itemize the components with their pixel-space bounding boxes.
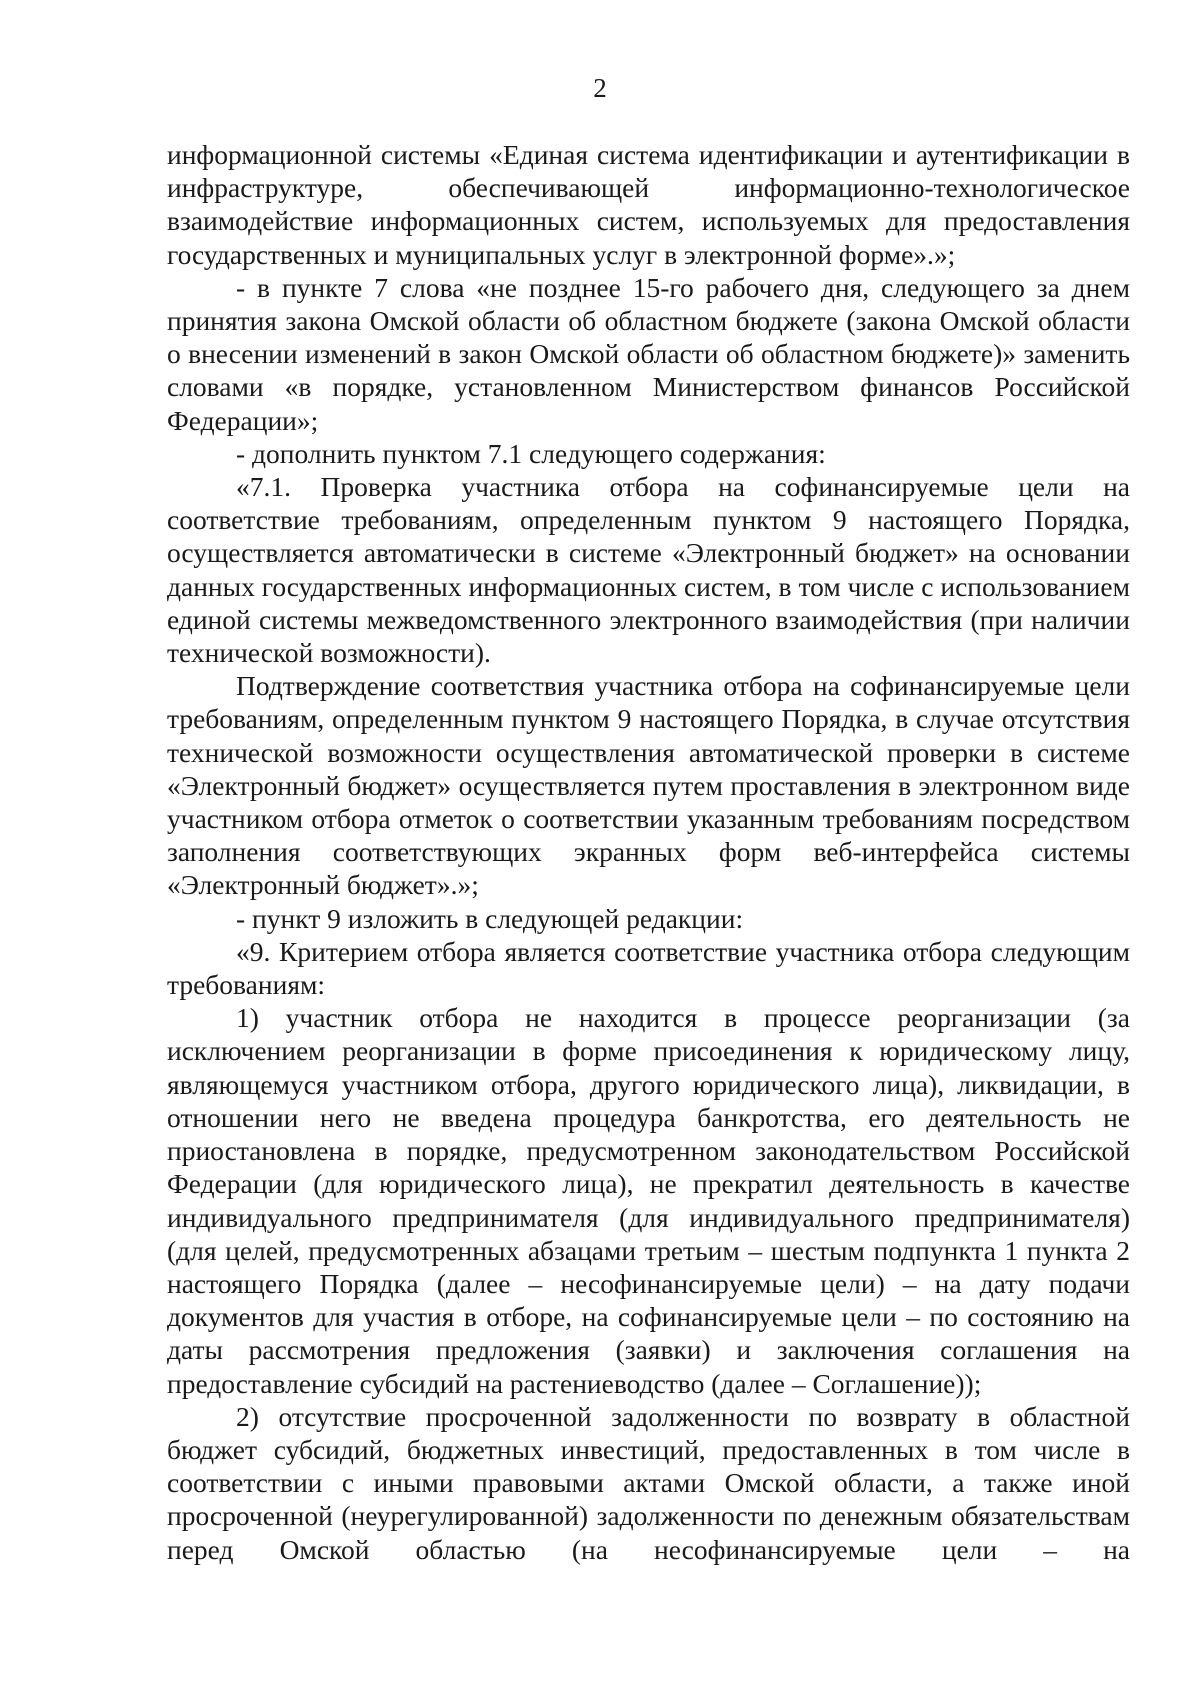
paragraph-point-9-criterion: «9. Критерием отбора является соответствие участника отбора следующим требованиям: — [167, 935, 1130, 1001]
paragraph-point-9-redaction: - пункт 9 изложить в следующей редакции: — [236, 902, 744, 934]
paragraph-amendment-point-7: - в пункте 7 слова «не позднее 15-го рабочего дня, следующего за днем принятия закона Омской области об областном бюджете (закона Омской области о внесении изменений в закон Омской области об областном бюджете)» заменить словами «в порядке, установленном Министерством финансов Российской Федерации»; — [167, 271, 1130, 436]
paragraph-requirement-2: 2) отсутствие просроченной задолженности по возврату в областной бюджет субсидий, бюджетных инвестиций, предоставленных в том числе в соответствии с иными правовыми актами Омской области, а также иной просроченной (неурегулированной) задолженности по денежным обязательствам перед Омской областью (на несофинансируемые цели – на — [167, 1400, 1130, 1565]
page-number: 2 — [593, 73, 607, 103]
document-body — [167, 138, 1130, 1566]
paragraph-confirmation: Подтверждение соответствия участника отбора на софинансируемые цели требованиям, определенным пунктом 9 настоящего Порядка, в случае отсутствия технической возможности осуществления автоматической проверки в системе «Электронный бюджет» осуществляется путем проставления в электронном виде участником отбора отметок о соответствии указанным требованиям посредством заполнения соответствующих экранных форм веб-интерфейса системы «Электронный бюджет».»; — [167, 670, 1130, 901]
paragraph-point-7-1-text: «7.1. Проверка участника отбора на софинансируемые цели на соответствие требованиям, определенным пунктом 9 настоящего Порядка, осуществляется автоматически в системе «Электронный бюджет» на основании данных государственных информационных систем, в том числе с использованием единой системы межведомственного электронного взаимодействия (при наличии технической возможности). — [167, 471, 1130, 669]
paragraph-continuation: информационной системы «Единая система идентификации и аутентификации в инфраструктуре, обеспечивающей информационно-технологическое взаимодействие информационных систем, используемых для предоставления государственных и муниципальных услуг в электронной форме».»; — [167, 139, 1130, 270]
paragraph-requirement-1: 1) участник отбора не находится в процессе реорганизации (за исключением реорганизации в форме присоединения к юридическому лицу, являющемуся участником отбора, другого юридического лица), ликвидации, в отношении него не введена процедура банкротства, его деятельность не приостановлена в порядке, предусмотренном законодательством Российской Федерации (для юридического лица), не прекратил деятельность в качестве индивидуального предпринимателя (для индивидуального предпринимателя) (для целей, предусмотренных абзацами третьим – шестым подпункта 1 пункта 2 настоящего Порядка (далее – несофинансируемые цели) – на дату подачи документов для участия в отборе, на софинансируемые цели – по состоянию на даты рассмотрения предложения (заявки) и заключения соглашения на предоставление субсидий на растениеводство (далее – Соглашение)); — [167, 1002, 1130, 1399]
paragraph-add-point-7-1: - дополнить пунктом 7.1 следующего содержания: — [236, 437, 826, 469]
